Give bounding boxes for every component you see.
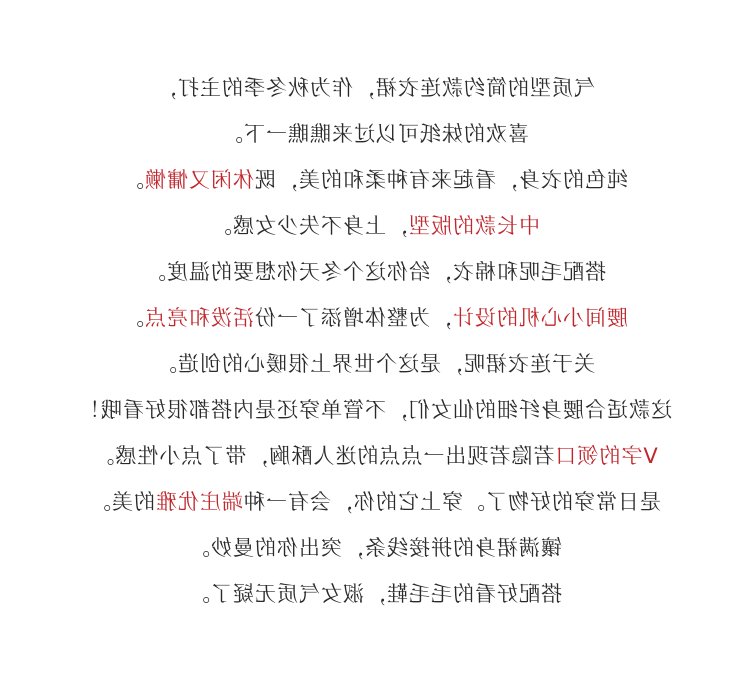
highlight-text: 端庄优雅 xyxy=(155,490,243,514)
text-line-4 xyxy=(0,212,750,240)
highlight-text: 中长款的版型 xyxy=(408,214,540,238)
line-text: 。 xyxy=(122,168,144,192)
text-line-11 xyxy=(0,534,750,562)
line-text: ，为整体增添了一份 xyxy=(254,306,452,330)
line-text: 若隐若现出一点点的迷人酥胸，带了点小性感。 xyxy=(92,444,555,468)
line-text: 这款适合腰身纤细的仙女们，不管单穿还是内搭都很好看哦！ xyxy=(78,398,672,422)
line-text: ，上身不失少女感。 xyxy=(210,214,408,238)
highlight-text: 腰间小心机的设计 xyxy=(452,306,628,330)
line-text: 搭配好看的毛毛鞋，淑女气质无疑了。 xyxy=(188,582,562,606)
line-text: 喜欢的妹纸可以过来瞧瞧一下。 xyxy=(221,122,529,146)
line-text: 气质型的简约款连衣裙，作为秋冬季的主打， xyxy=(155,76,595,100)
text-line-8 xyxy=(0,396,750,424)
highlight-text: 休闲又慵懒 xyxy=(144,168,254,192)
line-text: 镶满裙身的拼接线条，突出你的曼妙。 xyxy=(188,536,562,560)
text-line-2 xyxy=(0,120,750,148)
line-text: 关于连衣裙呢，是这个世界上很暖心的创造。 xyxy=(155,352,595,376)
text-line-3 xyxy=(0,166,750,194)
text-line-9 xyxy=(0,442,750,470)
line-text: 是日常穿的好物了。穿上它的你，会有一种 xyxy=(243,490,661,514)
text-line-7 xyxy=(0,350,750,378)
highlight-text: 活泼和亮点 xyxy=(144,306,254,330)
text-line-5 xyxy=(0,258,750,286)
line-text: 的美。 xyxy=(89,490,155,514)
text-line-10 xyxy=(0,488,750,516)
line-text: 纯色的衣身，看起来有种柔和的美，既 xyxy=(254,168,628,192)
line-text: 搭配毛呢和棉衣，给你这个冬天你想要的温度。 xyxy=(144,260,606,284)
text-line-6 xyxy=(0,304,750,332)
text-line-1 xyxy=(0,74,750,102)
text-line-12 xyxy=(0,580,750,608)
line-text: 。 xyxy=(122,306,144,330)
highlight-text: V字的领口 xyxy=(554,444,658,468)
